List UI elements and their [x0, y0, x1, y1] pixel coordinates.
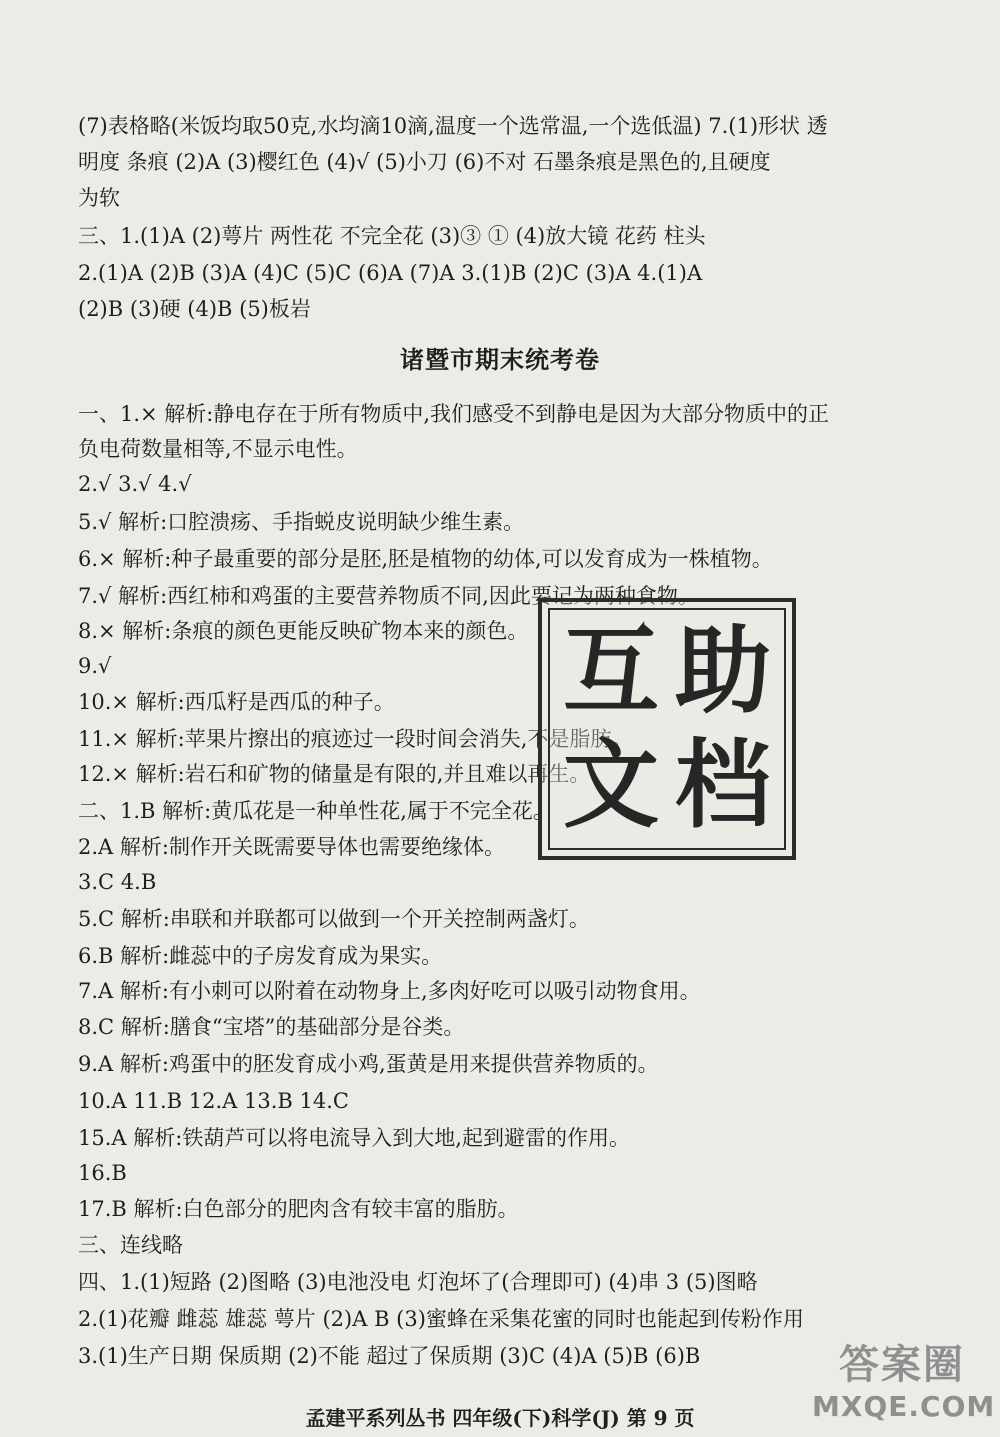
text-line: 3.C 4.B — [78, 870, 157, 894]
text-line: 10.A 11.B 12.A 13.B 14.C — [78, 1089, 349, 1113]
stamp-char: 互 — [563, 615, 659, 727]
text-line: 9.√ — [78, 654, 112, 678]
section-title: 诸暨市期末统考卷 — [400, 345, 600, 374]
text-line: 7.√ 解析:西红柿和鸡蛋的主要营养物质不同,因此要记为两种食物。 — [78, 584, 699, 608]
text-line: 10.× 解析:西瓜籽是西瓜的种子。 — [78, 690, 395, 714]
text-line: 5.√ 解析:口腔溃疡、手指蜕皮说明缺少维生素。 — [78, 510, 525, 534]
text-line: 7.A 解析:有小刺可以附着在动物身上,多肉好吃可以吸引动物食用。 — [78, 979, 701, 1003]
text-line: 三、1.(1)A (2)萼片 两性花 不完全花 (3)③ ① (4)放大镜 花药 柱头 — [78, 224, 706, 248]
text-line: 三、连线略 — [78, 1233, 183, 1257]
text-line: 3.(1)生产日期 保质期 (2)不能 超过了保质期 (3)C (4)A (5)B (6)B — [78, 1344, 701, 1368]
text-line: 四、1.(1)短路 (2)图略 (3)电池没电 灯泡坏了(合理即可) (4)串 3 (5)图略 — [78, 1270, 758, 1294]
watermark-top: 答案圈 — [839, 1342, 965, 1388]
text-line: 12.× 解析:岩石和矿物的储量是有限的,并且难以再生。 — [78, 762, 591, 786]
text-line: 17.B 解析:白色部分的肥肉含有较丰富的脂肪。 — [78, 1197, 519, 1221]
text-line: 2.(1)A (2)B (3)A (4)C (5)C (6)A (7)A 3.(1)B (2)C (3)A 4.(1)A — [78, 261, 703, 285]
page-footer: 孟建平系列丛书 四年级(下)科学(J) 第 9 页 — [305, 1406, 695, 1430]
text-line: 15.A 解析:铁葫芦可以将电流导入到大地,起到避雷的作用。 — [78, 1126, 630, 1150]
text-line: 8.× 解析:条痕的颜色更能反映矿物本来的颜色。 — [78, 619, 529, 643]
text-line: 5.C 解析:串联和并联都可以做到一个开关控制两盏灯。 — [78, 907, 590, 931]
text-line: (2)B (3)硬 (4)B (5)板岩 — [78, 297, 311, 321]
stamp-char: 文 — [563, 729, 659, 841]
text-line: 11.× 解析:苹果片擦出的痕迹过一段时间会消失,不是脂肪。 — [78, 727, 633, 751]
text-line: 2.A 解析:制作开关既需要导体也需要绝缘体。 — [78, 835, 505, 859]
stamp-char: 助 — [675, 615, 771, 727]
text-line: 6.× 解析:种子最重要的部分是胚,胚是植物的幼体,可以发育成为一株植物。 — [78, 547, 773, 571]
watermark-bottom: MXQE.COM — [812, 1390, 996, 1423]
text-line: 为软 — [78, 186, 120, 210]
text-line: 9.A 解析:鸡蛋中的胚发育成小鸡,蛋黄是用来提供营养物质的。 — [78, 1052, 659, 1076]
text-line: 16.B — [78, 1161, 127, 1185]
text-line: (7)表格略(米饭均取50克,水均滴10滴,温度一个选常温,一个选低温) 7.(1)形状 透 — [78, 114, 828, 138]
text-line: 2.√ 3.√ 4.√ — [78, 472, 192, 496]
stamp-char: 档 — [675, 729, 771, 841]
text-line: 2.(1)花瓣 雌蕊 雄蕊 萼片 (2)A B (3)蜜蜂在采集花蜜的同时也能起到传粉作用 — [78, 1307, 804, 1331]
watermark-logo — [812, 1340, 996, 1432]
text-line: 8.C 解析:膳食“宝塔”的基础部分是谷类。 — [78, 1015, 465, 1039]
text-line: 6.B 解析:雌蕊中的子房发育成为果实。 — [78, 944, 443, 968]
text-line: 二、1.B 解析:黄瓜花是一种单性花,属于不完全花。 — [78, 799, 554, 823]
text-line: 一、1.× 解析:静电存在于所有物质中,我们感受不到静电是因为大部分物质中的正 — [78, 402, 830, 426]
text-line: 负电荷数量相等,不显示电性。 — [78, 437, 358, 461]
text-line: 明度 条痕 (2)A (3)樱红色 (4)√ (5)小刀 (6)不对 石墨条痕是黑色的,且硬度 — [78, 150, 771, 174]
stamp-seal — [538, 598, 796, 860]
